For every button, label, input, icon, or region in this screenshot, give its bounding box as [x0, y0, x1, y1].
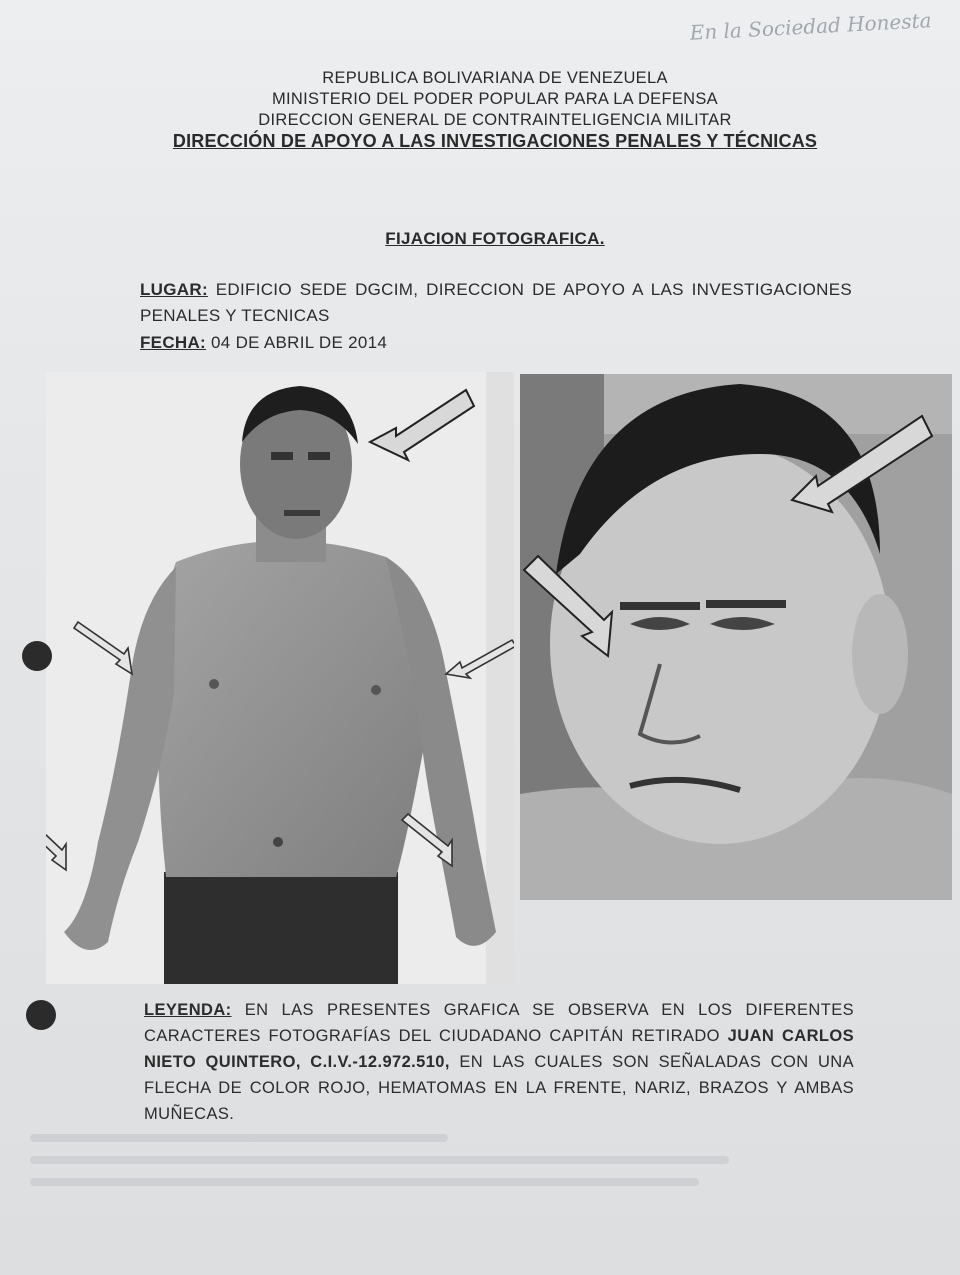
face-closeup-photo: [520, 374, 952, 900]
document-header: [120, 68, 870, 152]
lugar-label: LUGAR:: [140, 280, 208, 299]
handwritten-note: En la Sociedad Honesta: [689, 8, 933, 45]
header-line-republic: REPUBLICA BOLIVARIANA DE VENEZUELA: [322, 69, 668, 87]
leyenda-label: LEYENDA:: [144, 1001, 232, 1019]
leyenda-paragraph: [144, 997, 854, 1127]
leyenda-text-2: EN LAS CUALES SON SEÑALADAS CON UNA FLECHA DE COLOR ROJO, HEMATOMAS EN LA FRENTE, NARIZ, BRAZOS Y AMBAS MUÑECAS.: [144, 1053, 855, 1123]
lugar-field: [140, 277, 852, 329]
document-title: FIJACION FOTOGRAFICA.: [385, 229, 605, 248]
full-body-figure: [46, 372, 514, 984]
fecha-field: [140, 330, 852, 356]
fecha-label: FECHA:: [140, 333, 207, 352]
binder-hole-lower: [26, 1000, 56, 1030]
full-body-photo: [46, 372, 514, 984]
leyenda-name: JUAN CARLOS NIETO QUINTERO, C.I.V.-12.972.510,: [144, 1027, 855, 1071]
header-line-directorate: DIRECCION GENERAL DE CONTRAINTELIGENCIA MILITAR: [258, 111, 732, 129]
header-line-ministry: MINISTERIO DEL PODER POPULAR PARA LA DEFENSA: [272, 90, 718, 108]
header-line-division: DIRECCIÓN DE APOYO A LAS INVESTIGACIONES PENALES Y TÉCNICAS: [172, 131, 818, 151]
face-closeup-figure: [520, 374, 952, 900]
bleed-through-text: [30, 1120, 790, 1230]
leyenda-text-1: EN LAS PRESENTES GRAFICA SE OBSERVA EN LOS DIFERENTES CARACTERES FOTOGRAFÍAS DEL CIUDADANO CAPITÁN RETIRADO: [144, 1001, 855, 1045]
binder-hole-upper: [22, 641, 52, 671]
lugar-value: EDIFICIO SEDE DGCIM, DIRECCION DE APOYO A LAS INVESTIGACIONES PENALES Y TECNICAS: [140, 280, 852, 325]
fecha-value: 04 DE ABRIL DE 2014: [211, 333, 388, 352]
